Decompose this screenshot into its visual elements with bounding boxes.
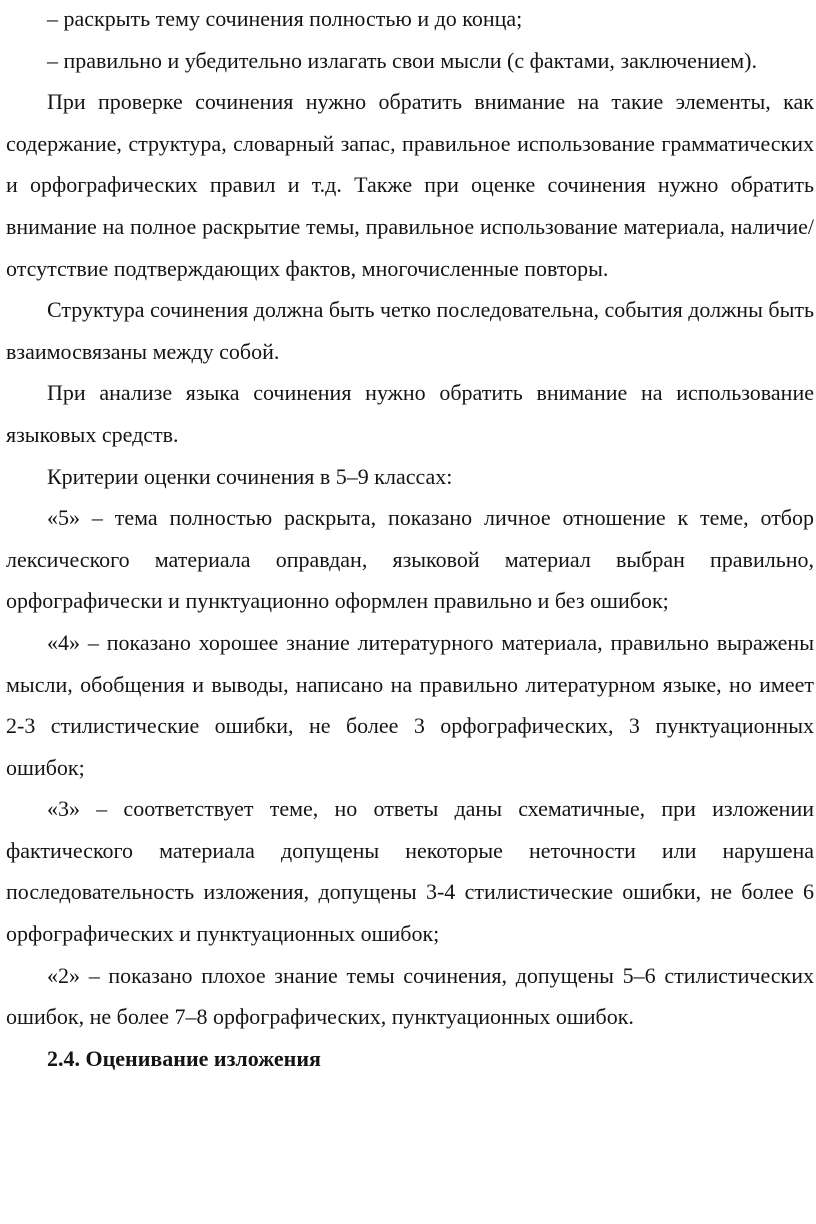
section-heading: 2.4. Оценивание изложения — [47, 1045, 321, 1071]
paragraph-structure: Структура сочинения должна быть четко последовательна, события должны быть взаимосвязаны между собой. — [6, 297, 814, 364]
paragraph-criteria-intro: Критерии оценки сочинения в 5–9 классах: — [47, 463, 453, 489]
paragraph-grade-4: «4» – показано хорошее знание литературного материала, правильно выражены мысли, обобщения и выводы, написано на правильно литературном языке, но имеет 2-3 стилистические ошибки, не более 3 орфографических, 3 пунктуационных ошибок; — [6, 629, 814, 780]
paragraph-checking-elements: При проверке сочинения нужно обратить внимание на такие элементы, как содержание, структура, словарный запас, правильное использование грамматических и орфографических правил и т.д. Также при оценке сочинения нужно обратить внимание на полное раскрытие темы, правильное использование материала, наличие/отсутствие подтверждающих фактов, многочисленные повторы. — [6, 89, 814, 281]
paragraph-grade-3: «3» – соответствует теме, но ответы даны схематичные, при изложении фактического материала допущены некоторые неточности или нарушена последовательность изложения, допущены 3-4 стилистические ошибки, не более 6 орфографических и пунктуационных ошибок; — [6, 796, 814, 947]
paragraph-language-analysis: При анализе языка сочинения нужно обратить внимание на использование языковых средств. — [6, 380, 814, 447]
paragraph-grade-5: «5» – тема полностью раскрыта, показано личное отношение к теме, отбор лексического материала оправдан, языковой материал выбран правильно, орфографически и пунктуационно оформлен правильно и без ошибок; — [6, 505, 814, 614]
paragraph-express-thoughts: – правильно и убедительно излагать свои мысли (с фактами, заключением). — [47, 47, 758, 73]
paragraph-reveal-topic: – раскрыть тему сочинения полностью и до конца; — [47, 6, 523, 31]
paragraph-grade-2: «2» – показано плохое знание темы сочинения, допущены 5–6 стилистических ошибок, не более 7–8 орфографических, пунктуационных ошибок. — [6, 962, 814, 1030]
